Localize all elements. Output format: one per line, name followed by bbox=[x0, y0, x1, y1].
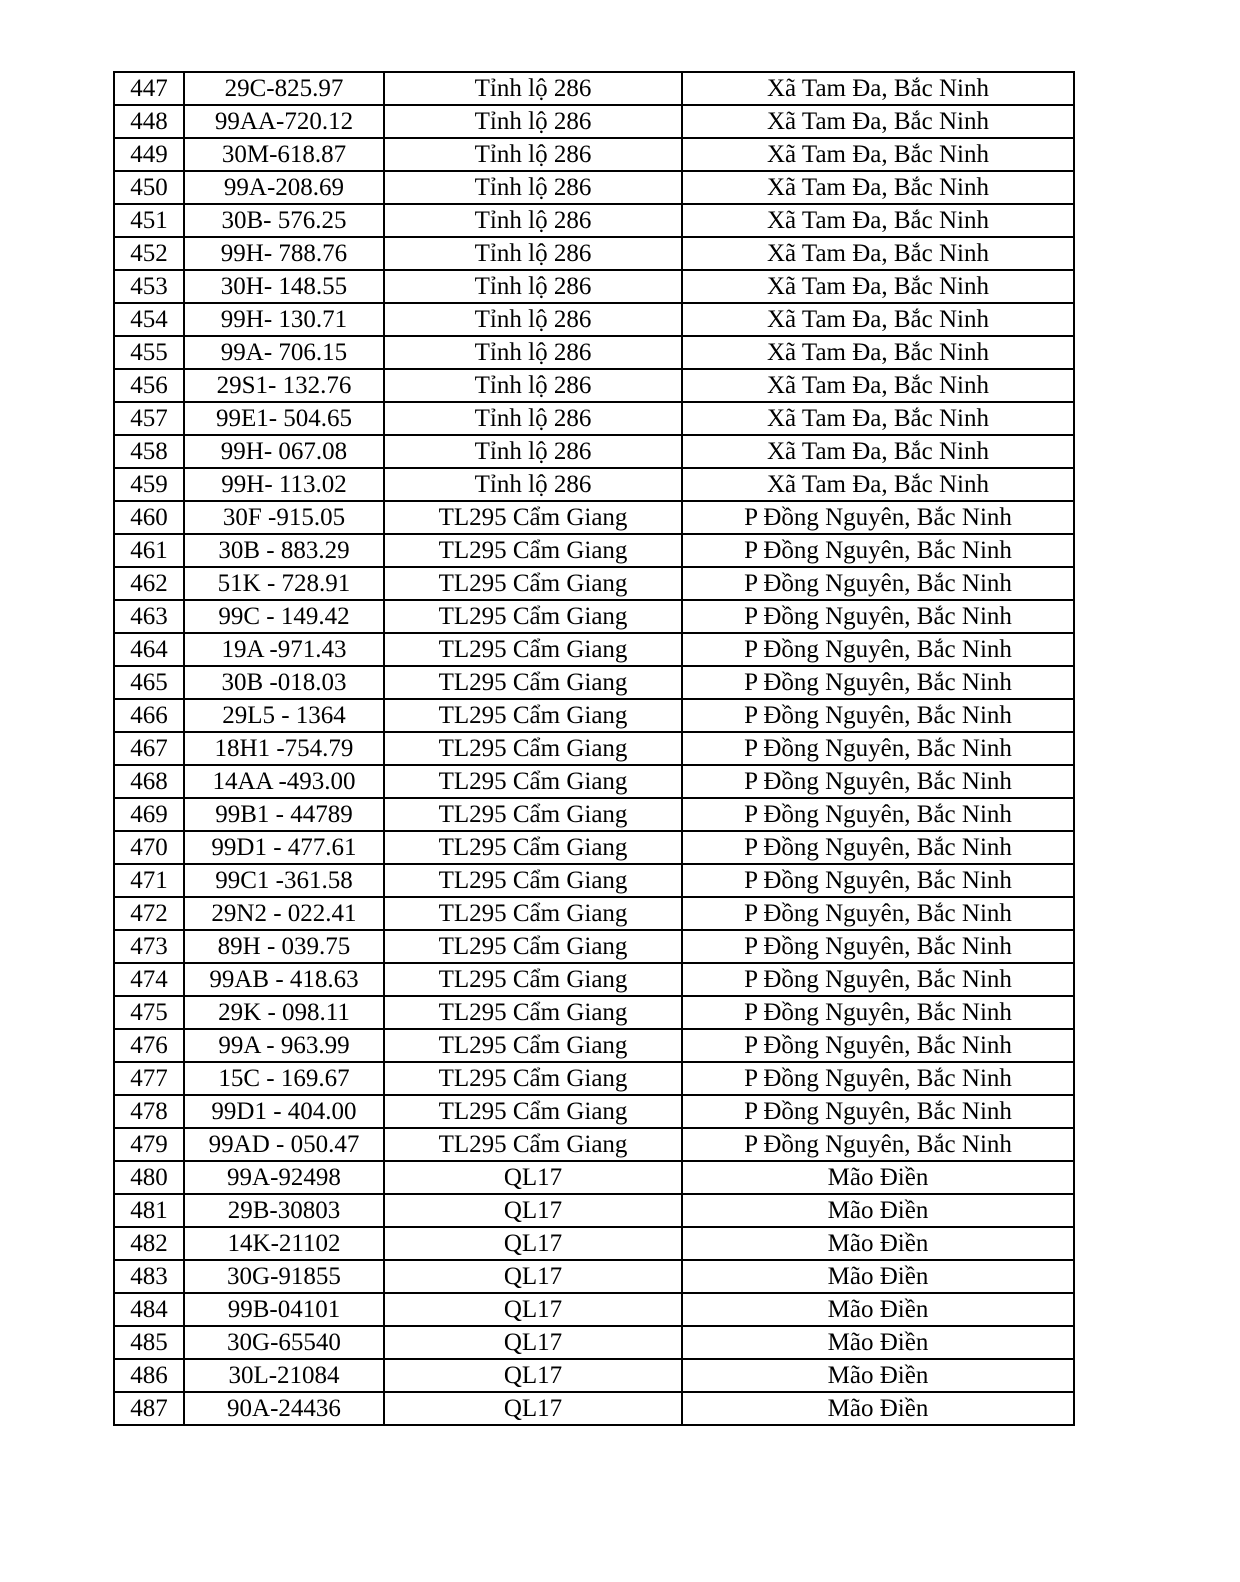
table-row bbox=[114, 468, 1074, 501]
location-cell: P Đồng Nguyên, Bắc Ninh bbox=[682, 831, 1074, 864]
license-plate-cell: 30M-618.87 bbox=[184, 138, 384, 171]
location-cell: Xã Tam Đa, Bắc Ninh bbox=[682, 435, 1074, 468]
location-cell: P Đồng Nguyên, Bắc Ninh bbox=[682, 996, 1074, 1029]
table-row bbox=[114, 1392, 1074, 1425]
road-cell: TL295 Cẩm Giang bbox=[384, 699, 682, 732]
table-row bbox=[114, 1095, 1074, 1128]
license-plate-cell: 99D1 - 404.00 bbox=[184, 1095, 384, 1128]
row-number-cell: 485 bbox=[114, 1326, 184, 1359]
road-cell: TL295 Cẩm Giang bbox=[384, 534, 682, 567]
road-cell: TL295 Cẩm Giang bbox=[384, 930, 682, 963]
location-cell: Xã Tam Đa, Bắc Ninh bbox=[682, 270, 1074, 303]
road-cell: Tỉnh lộ 286 bbox=[384, 402, 682, 435]
road-cell: Tỉnh lộ 286 bbox=[384, 336, 682, 369]
location-cell: Mão Điền bbox=[682, 1392, 1074, 1425]
license-plate-cell: 99C - 149.42 bbox=[184, 600, 384, 633]
license-plate-cell: 14AA -493.00 bbox=[184, 765, 384, 798]
road-cell: QL17 bbox=[384, 1260, 682, 1293]
road-cell: TL295 Cẩm Giang bbox=[384, 996, 682, 1029]
row-number-cell: 484 bbox=[114, 1293, 184, 1326]
road-cell: QL17 bbox=[384, 1392, 682, 1425]
road-cell: QL17 bbox=[384, 1326, 682, 1359]
road-cell: TL295 Cẩm Giang bbox=[384, 798, 682, 831]
location-cell: P Đồng Nguyên, Bắc Ninh bbox=[682, 897, 1074, 930]
row-number-cell: 481 bbox=[114, 1194, 184, 1227]
table-row bbox=[114, 402, 1074, 435]
table-row bbox=[114, 237, 1074, 270]
table-row bbox=[114, 105, 1074, 138]
license-plate-cell: 14K-21102 bbox=[184, 1227, 384, 1260]
license-plate-cell: 30B- 576.25 bbox=[184, 204, 384, 237]
row-number-cell: 469 bbox=[114, 798, 184, 831]
table-row bbox=[114, 138, 1074, 171]
license-plate-cell: 29K - 098.11 bbox=[184, 996, 384, 1029]
location-cell: P Đồng Nguyên, Bắc Ninh bbox=[682, 1128, 1074, 1161]
road-cell: TL295 Cẩm Giang bbox=[384, 600, 682, 633]
table-row bbox=[114, 930, 1074, 963]
row-number-cell: 483 bbox=[114, 1260, 184, 1293]
license-plate-cell: 30G-65540 bbox=[184, 1326, 384, 1359]
location-cell: Xã Tam Đa, Bắc Ninh bbox=[682, 171, 1074, 204]
table-row bbox=[114, 1128, 1074, 1161]
road-cell: TL295 Cẩm Giang bbox=[384, 1095, 682, 1128]
location-cell: P Đồng Nguyên, Bắc Ninh bbox=[682, 930, 1074, 963]
table-row bbox=[114, 501, 1074, 534]
road-cell: Tỉnh lộ 286 bbox=[384, 105, 682, 138]
location-cell: Xã Tam Đa, Bắc Ninh bbox=[682, 402, 1074, 435]
road-cell: TL295 Cẩm Giang bbox=[384, 1029, 682, 1062]
row-number-cell: 452 bbox=[114, 237, 184, 270]
location-cell: P Đồng Nguyên, Bắc Ninh bbox=[682, 963, 1074, 996]
road-cell: Tỉnh lộ 286 bbox=[384, 237, 682, 270]
license-plate-cell: 99D1 - 477.61 bbox=[184, 831, 384, 864]
table-row bbox=[114, 633, 1074, 666]
row-number-cell: 479 bbox=[114, 1128, 184, 1161]
location-cell: P Đồng Nguyên, Bắc Ninh bbox=[682, 732, 1074, 765]
location-cell: Xã Tam Đa, Bắc Ninh bbox=[682, 303, 1074, 336]
location-cell: Xã Tam Đa, Bắc Ninh bbox=[682, 336, 1074, 369]
table-row bbox=[114, 1293, 1074, 1326]
table-row bbox=[114, 303, 1074, 336]
location-cell: Xã Tam Đa, Bắc Ninh bbox=[682, 237, 1074, 270]
road-cell: Tỉnh lộ 286 bbox=[384, 204, 682, 237]
road-cell: Tỉnh lộ 286 bbox=[384, 468, 682, 501]
location-cell: Xã Tam Đa, Bắc Ninh bbox=[682, 72, 1074, 105]
row-number-cell: 475 bbox=[114, 996, 184, 1029]
location-cell: Mão Điền bbox=[682, 1194, 1074, 1227]
license-plate-cell: 99H- 113.02 bbox=[184, 468, 384, 501]
location-cell: Xã Tam Đa, Bắc Ninh bbox=[682, 105, 1074, 138]
table-row bbox=[114, 1029, 1074, 1062]
road-cell: TL295 Cẩm Giang bbox=[384, 831, 682, 864]
road-cell: Tỉnh lộ 286 bbox=[384, 138, 682, 171]
road-cell: TL295 Cẩm Giang bbox=[384, 732, 682, 765]
row-number-cell: 455 bbox=[114, 336, 184, 369]
license-plate-cell: 89H - 039.75 bbox=[184, 930, 384, 963]
license-plate-cell: 99A-208.69 bbox=[184, 171, 384, 204]
license-plate-cell: 15C - 169.67 bbox=[184, 1062, 384, 1095]
location-cell: P Đồng Nguyên, Bắc Ninh bbox=[682, 765, 1074, 798]
table-row bbox=[114, 963, 1074, 996]
location-cell: P Đồng Nguyên, Bắc Ninh bbox=[682, 501, 1074, 534]
license-plate-cell: 99A - 963.99 bbox=[184, 1029, 384, 1062]
table-row bbox=[114, 765, 1074, 798]
license-plate-cell: 30G-91855 bbox=[184, 1260, 384, 1293]
table-row bbox=[114, 996, 1074, 1029]
location-cell: P Đồng Nguyên, Bắc Ninh bbox=[682, 600, 1074, 633]
license-plate-cell: 99AD - 050.47 bbox=[184, 1128, 384, 1161]
license-plate-cell: 99H- 067.08 bbox=[184, 435, 384, 468]
row-number-cell: 486 bbox=[114, 1359, 184, 1392]
table-row bbox=[114, 699, 1074, 732]
table-row bbox=[114, 1260, 1074, 1293]
road-cell: QL17 bbox=[384, 1227, 682, 1260]
row-number-cell: 476 bbox=[114, 1029, 184, 1062]
license-plate-cell: 30H- 148.55 bbox=[184, 270, 384, 303]
license-plate-cell: 99A- 706.15 bbox=[184, 336, 384, 369]
location-cell: P Đồng Nguyên, Bắc Ninh bbox=[682, 699, 1074, 732]
location-cell: Xã Tam Đa, Bắc Ninh bbox=[682, 204, 1074, 237]
license-plate-cell: 29S1- 132.76 bbox=[184, 369, 384, 402]
location-cell: Xã Tam Đa, Bắc Ninh bbox=[682, 138, 1074, 171]
road-cell: Tỉnh lộ 286 bbox=[384, 72, 682, 105]
row-number-cell: 472 bbox=[114, 897, 184, 930]
table-row bbox=[114, 336, 1074, 369]
road-cell: QL17 bbox=[384, 1194, 682, 1227]
location-cell: Xã Tam Đa, Bắc Ninh bbox=[682, 369, 1074, 402]
location-cell: Mão Điền bbox=[682, 1293, 1074, 1326]
table-row bbox=[114, 369, 1074, 402]
row-number-cell: 471 bbox=[114, 864, 184, 897]
location-cell: Mão Điền bbox=[682, 1359, 1074, 1392]
license-plate-cell: 51K - 728.91 bbox=[184, 567, 384, 600]
table-row bbox=[114, 1161, 1074, 1194]
row-number-cell: 453 bbox=[114, 270, 184, 303]
row-number-cell: 464 bbox=[114, 633, 184, 666]
row-number-cell: 473 bbox=[114, 930, 184, 963]
road-cell: TL295 Cẩm Giang bbox=[384, 501, 682, 534]
table-row bbox=[114, 567, 1074, 600]
row-number-cell: 457 bbox=[114, 402, 184, 435]
row-number-cell: 478 bbox=[114, 1095, 184, 1128]
road-cell: TL295 Cẩm Giang bbox=[384, 765, 682, 798]
license-plate-cell: 29L5 - 1364 bbox=[184, 699, 384, 732]
table-row bbox=[114, 1359, 1074, 1392]
location-cell: P Đồng Nguyên, Bắc Ninh bbox=[682, 1029, 1074, 1062]
row-number-cell: 482 bbox=[114, 1227, 184, 1260]
table-row bbox=[114, 171, 1074, 204]
license-plate-cell: 18H1 -754.79 bbox=[184, 732, 384, 765]
license-plate-cell: 99B1 - 44789 bbox=[184, 798, 384, 831]
road-cell: TL295 Cẩm Giang bbox=[384, 1128, 682, 1161]
license-plate-cell: 29N2 - 022.41 bbox=[184, 897, 384, 930]
table-row bbox=[114, 600, 1074, 633]
license-plate-cell: 99B-04101 bbox=[184, 1293, 384, 1326]
table-row bbox=[114, 732, 1074, 765]
location-cell: Mão Điền bbox=[682, 1227, 1074, 1260]
table-row bbox=[114, 1194, 1074, 1227]
road-cell: QL17 bbox=[384, 1161, 682, 1194]
table-row bbox=[114, 204, 1074, 237]
road-cell: TL295 Cẩm Giang bbox=[384, 633, 682, 666]
location-cell: P Đồng Nguyên, Bắc Ninh bbox=[682, 534, 1074, 567]
location-cell: P Đồng Nguyên, Bắc Ninh bbox=[682, 1095, 1074, 1128]
table-row bbox=[114, 864, 1074, 897]
table-row bbox=[114, 666, 1074, 699]
license-plate-cell: 29B-30803 bbox=[184, 1194, 384, 1227]
row-number-cell: 460 bbox=[114, 501, 184, 534]
license-plate-cell: 99A-92498 bbox=[184, 1161, 384, 1194]
location-cell: Mão Điền bbox=[682, 1161, 1074, 1194]
table-row bbox=[114, 1062, 1074, 1095]
license-plate-cell: 19A -971.43 bbox=[184, 633, 384, 666]
location-cell: P Đồng Nguyên, Bắc Ninh bbox=[682, 666, 1074, 699]
row-number-cell: 468 bbox=[114, 765, 184, 798]
license-plate-cell: 29C-825.97 bbox=[184, 72, 384, 105]
license-plate-cell: 30L-21084 bbox=[184, 1359, 384, 1392]
row-number-cell: 487 bbox=[114, 1392, 184, 1425]
row-number-cell: 456 bbox=[114, 369, 184, 402]
row-number-cell: 450 bbox=[114, 171, 184, 204]
location-cell: P Đồng Nguyên, Bắc Ninh bbox=[682, 864, 1074, 897]
row-number-cell: 451 bbox=[114, 204, 184, 237]
license-plate-cell: 99E1- 504.65 bbox=[184, 402, 384, 435]
row-number-cell: 454 bbox=[114, 303, 184, 336]
row-number-cell: 474 bbox=[114, 963, 184, 996]
road-cell: TL295 Cẩm Giang bbox=[384, 864, 682, 897]
row-number-cell: 449 bbox=[114, 138, 184, 171]
road-cell: TL295 Cẩm Giang bbox=[384, 963, 682, 996]
road-cell: Tỉnh lộ 286 bbox=[384, 435, 682, 468]
license-plate-cell: 30B - 883.29 bbox=[184, 534, 384, 567]
license-plate-cell: 99H- 788.76 bbox=[184, 237, 384, 270]
road-cell: TL295 Cẩm Giang bbox=[384, 666, 682, 699]
row-number-cell: 448 bbox=[114, 105, 184, 138]
road-cell: TL295 Cẩm Giang bbox=[384, 897, 682, 930]
table-row bbox=[114, 435, 1074, 468]
table-row bbox=[114, 831, 1074, 864]
row-number-cell: 462 bbox=[114, 567, 184, 600]
location-cell: P Đồng Nguyên, Bắc Ninh bbox=[682, 567, 1074, 600]
row-number-cell: 480 bbox=[114, 1161, 184, 1194]
license-plate-cell: 99AA-720.12 bbox=[184, 105, 384, 138]
road-cell: Tỉnh lộ 286 bbox=[384, 303, 682, 336]
license-plate-cell: 30B -018.03 bbox=[184, 666, 384, 699]
road-cell: Tỉnh lộ 286 bbox=[384, 171, 682, 204]
license-plate-cell: 90A-24436 bbox=[184, 1392, 384, 1425]
road-cell: QL17 bbox=[384, 1293, 682, 1326]
license-plate-cell: 99AB - 418.63 bbox=[184, 963, 384, 996]
table-row bbox=[114, 72, 1074, 105]
row-number-cell: 467 bbox=[114, 732, 184, 765]
road-cell: Tỉnh lộ 286 bbox=[384, 270, 682, 303]
location-cell: P Đồng Nguyên, Bắc Ninh bbox=[682, 798, 1074, 831]
location-cell: P Đồng Nguyên, Bắc Ninh bbox=[682, 633, 1074, 666]
table-row bbox=[114, 1326, 1074, 1359]
road-cell: Tỉnh lộ 286 bbox=[384, 369, 682, 402]
row-number-cell: 477 bbox=[114, 1062, 184, 1095]
row-number-cell: 447 bbox=[114, 72, 184, 105]
violation-table bbox=[113, 71, 1075, 1426]
license-plate-cell: 99H- 130.71 bbox=[184, 303, 384, 336]
location-cell: Mão Điền bbox=[682, 1326, 1074, 1359]
location-cell: P Đồng Nguyên, Bắc Ninh bbox=[682, 1062, 1074, 1095]
row-number-cell: 463 bbox=[114, 600, 184, 633]
row-number-cell: 466 bbox=[114, 699, 184, 732]
license-plate-cell: 99C1 -361.58 bbox=[184, 864, 384, 897]
row-number-cell: 465 bbox=[114, 666, 184, 699]
table-row bbox=[114, 270, 1074, 303]
road-cell: TL295 Cẩm Giang bbox=[384, 1062, 682, 1095]
row-number-cell: 458 bbox=[114, 435, 184, 468]
table-row bbox=[114, 1227, 1074, 1260]
location-cell: Xã Tam Đa, Bắc Ninh bbox=[682, 468, 1074, 501]
row-number-cell: 461 bbox=[114, 534, 184, 567]
license-plate-cell: 30F -915.05 bbox=[184, 501, 384, 534]
row-number-cell: 470 bbox=[114, 831, 184, 864]
table-row bbox=[114, 534, 1074, 567]
road-cell: TL295 Cẩm Giang bbox=[384, 567, 682, 600]
road-cell: QL17 bbox=[384, 1359, 682, 1392]
table-body bbox=[114, 72, 1074, 1425]
row-number-cell: 459 bbox=[114, 468, 184, 501]
location-cell: Mão Điền bbox=[682, 1260, 1074, 1293]
table-row bbox=[114, 897, 1074, 930]
table-row bbox=[114, 798, 1074, 831]
